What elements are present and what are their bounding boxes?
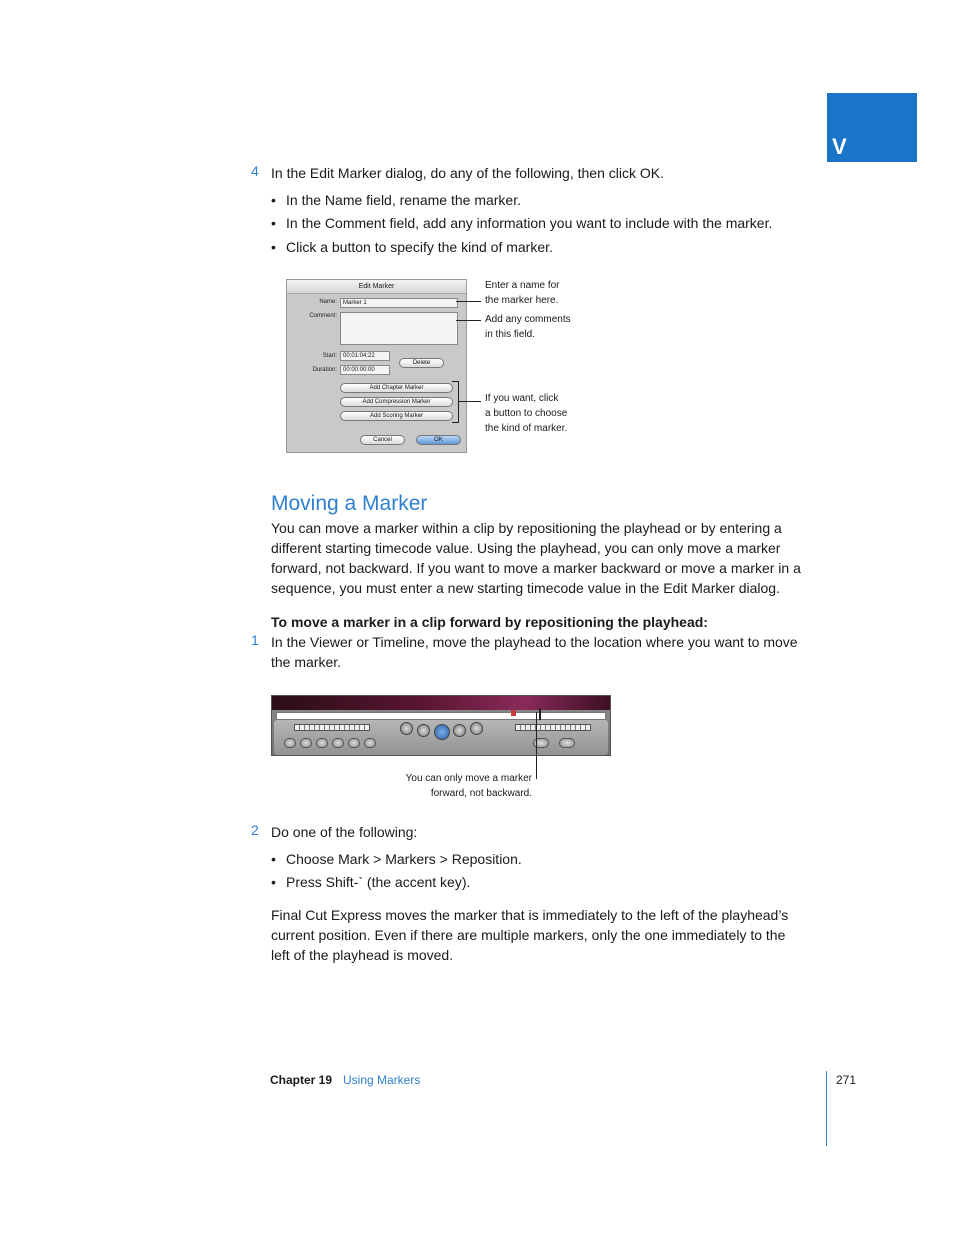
add-compression-marker-button[interactable]: Add Compression Marker <box>340 397 453 407</box>
buttons-bracket <box>452 381 459 423</box>
comment-label: Comment: <box>309 313 337 319</box>
paragraph-line: sequence, you must enter a new starting timecode value in the Edit Marker dialog. <box>271 580 780 596</box>
callout-line: Enter a name for <box>485 280 560 291</box>
previous-edit-icon[interactable] <box>400 722 413 735</box>
paragraph-line: You can move a marker within a clip by repositioning the playhead or by entering a <box>271 520 782 536</box>
play-in-to-out-icon[interactable] <box>417 724 430 737</box>
footer-chapter-title[interactable]: Using Markers <box>343 1073 421 1087</box>
bullet-item: • Choose Mark > Markers > Reposition. <box>271 851 522 867</box>
overwrite-icon[interactable] <box>559 738 575 748</box>
page-number: 271 <box>836 1073 857 1087</box>
callout-line: If you want, click <box>485 393 559 404</box>
bullet-item: • In the Name field, rename the marker. <box>271 192 521 208</box>
buttons-callout <box>485 391 567 436</box>
bullet-text: In the Name field, rename the marker. <box>286 192 521 208</box>
step-text: Do one of the following: <box>271 824 418 840</box>
edit-marker-dialog <box>286 279 467 453</box>
paragraph-line: Final Cut Express moves the marker that is immediately to the left of the playhead’s <box>271 907 789 923</box>
bullet-text: Choose Mark > Markers > Reposition. <box>286 851 522 867</box>
paragraph-line: different starting timecode value. Using the playhead, you can only move a marker <box>271 540 781 556</box>
step-text-line: the marker. <box>271 654 342 670</box>
comment-callout <box>485 312 571 342</box>
closing-paragraph <box>271 905 788 965</box>
marker-icon <box>511 710 516 716</box>
callout-line: Add any comments <box>485 314 571 325</box>
bullet-item: • Click a button to specify the kind of marker. <box>271 239 553 255</box>
transport-controls <box>274 720 608 755</box>
name-callout <box>485 278 559 308</box>
name-callout-line <box>456 301 481 302</box>
cancel-button[interactable]: Cancel <box>360 435 405 445</box>
add-keyframe-icon[interactable] <box>316 738 328 748</box>
step-text: In the Edit Marker dialog, do any of the following, then click OK. <box>271 165 664 181</box>
mark-out-icon[interactable] <box>364 738 376 748</box>
comment-field[interactable] <box>340 312 458 345</box>
callout-line: a button to choose <box>485 408 568 419</box>
timeline-callout-line <box>536 712 537 779</box>
step-text <box>271 632 798 672</box>
timeline-callout <box>372 771 532 801</box>
footer-divider <box>826 1071 827 1146</box>
play-icon[interactable] <box>434 724 450 740</box>
start-label: Start: <box>322 353 337 359</box>
bullet-item: • Press Shift-` (the accent key). <box>271 874 471 890</box>
mark-clip-icon[interactable] <box>300 738 312 748</box>
start-field[interactable]: 00:01:04:22 <box>340 351 390 361</box>
paragraph-line: current position. Even if there are multiple markers, only the one immediately to the <box>271 927 786 943</box>
shuttle-slider[interactable] <box>294 724 370 731</box>
callout-line: You can only move a marker <box>405 773 532 784</box>
bullet-text: Click a button to specify the kind of marker. <box>286 239 553 255</box>
mark-in-icon[interactable] <box>348 738 360 748</box>
section-tab <box>827 93 917 162</box>
task-heading: To move a marker in a clip forward by repositioning the playhead: <box>271 614 708 630</box>
section-heading: Moving a Marker <box>271 492 428 515</box>
duration-label: Duration: <box>312 367 337 373</box>
comment-callout-line <box>456 320 481 321</box>
jog-control[interactable] <box>515 724 591 731</box>
step-number: 1 <box>251 632 259 648</box>
callout-line: in this field. <box>485 329 536 340</box>
next-edit-icon[interactable] <box>470 722 483 735</box>
paragraph-line: left of the playhead is moved. <box>271 947 454 963</box>
video-frame <box>272 696 610 710</box>
add-scoring-marker-button[interactable]: Add Scoring Marker <box>340 411 453 421</box>
bullet-text: In the Comment field, add any information you want to include with the marker. <box>286 215 773 231</box>
delete-button[interactable]: Delete <box>399 358 444 368</box>
dialog-title: Edit Marker <box>287 280 466 294</box>
section-tab-letter: V <box>832 134 847 159</box>
ok-button[interactable]: OK <box>416 435 461 445</box>
step-number: 2 <box>251 822 259 838</box>
callout-line: the marker here. <box>485 295 559 306</box>
play-around-icon[interactable] <box>453 724 466 737</box>
playhead-icon[interactable] <box>539 708 541 720</box>
duration-field[interactable]: 00:00:00:00 <box>340 365 390 375</box>
bullet-text: Press Shift-` (the accent key). <box>286 874 471 890</box>
viewer-controls-figure <box>271 695 611 756</box>
callout-line: the kind of marker. <box>485 423 568 434</box>
section-intro <box>271 518 801 598</box>
paragraph-line: forward, not backward. If you want to move a marker backward or move a marker in a <box>271 560 801 576</box>
step-number: 4 <box>251 163 259 179</box>
scrubber-bar[interactable] <box>276 712 606 720</box>
bullet-item: • In the Comment field, add any information you want to include with the marker. <box>271 215 773 231</box>
add-chapter-marker-button[interactable]: Add Chapter Marker <box>340 383 453 393</box>
footer-chapter-label: Chapter 19 <box>270 1073 333 1087</box>
name-field[interactable]: Marker 1 <box>340 298 458 308</box>
add-marker-icon[interactable] <box>332 738 344 748</box>
buttons-callout-line <box>458 401 481 402</box>
match-frame-icon[interactable] <box>284 738 296 748</box>
step-text-line: In the Viewer or Timeline, move the playhead to the location where you want to move <box>271 634 798 650</box>
callout-line: forward, not backward. <box>430 788 532 799</box>
name-label: Name: <box>319 299 337 305</box>
